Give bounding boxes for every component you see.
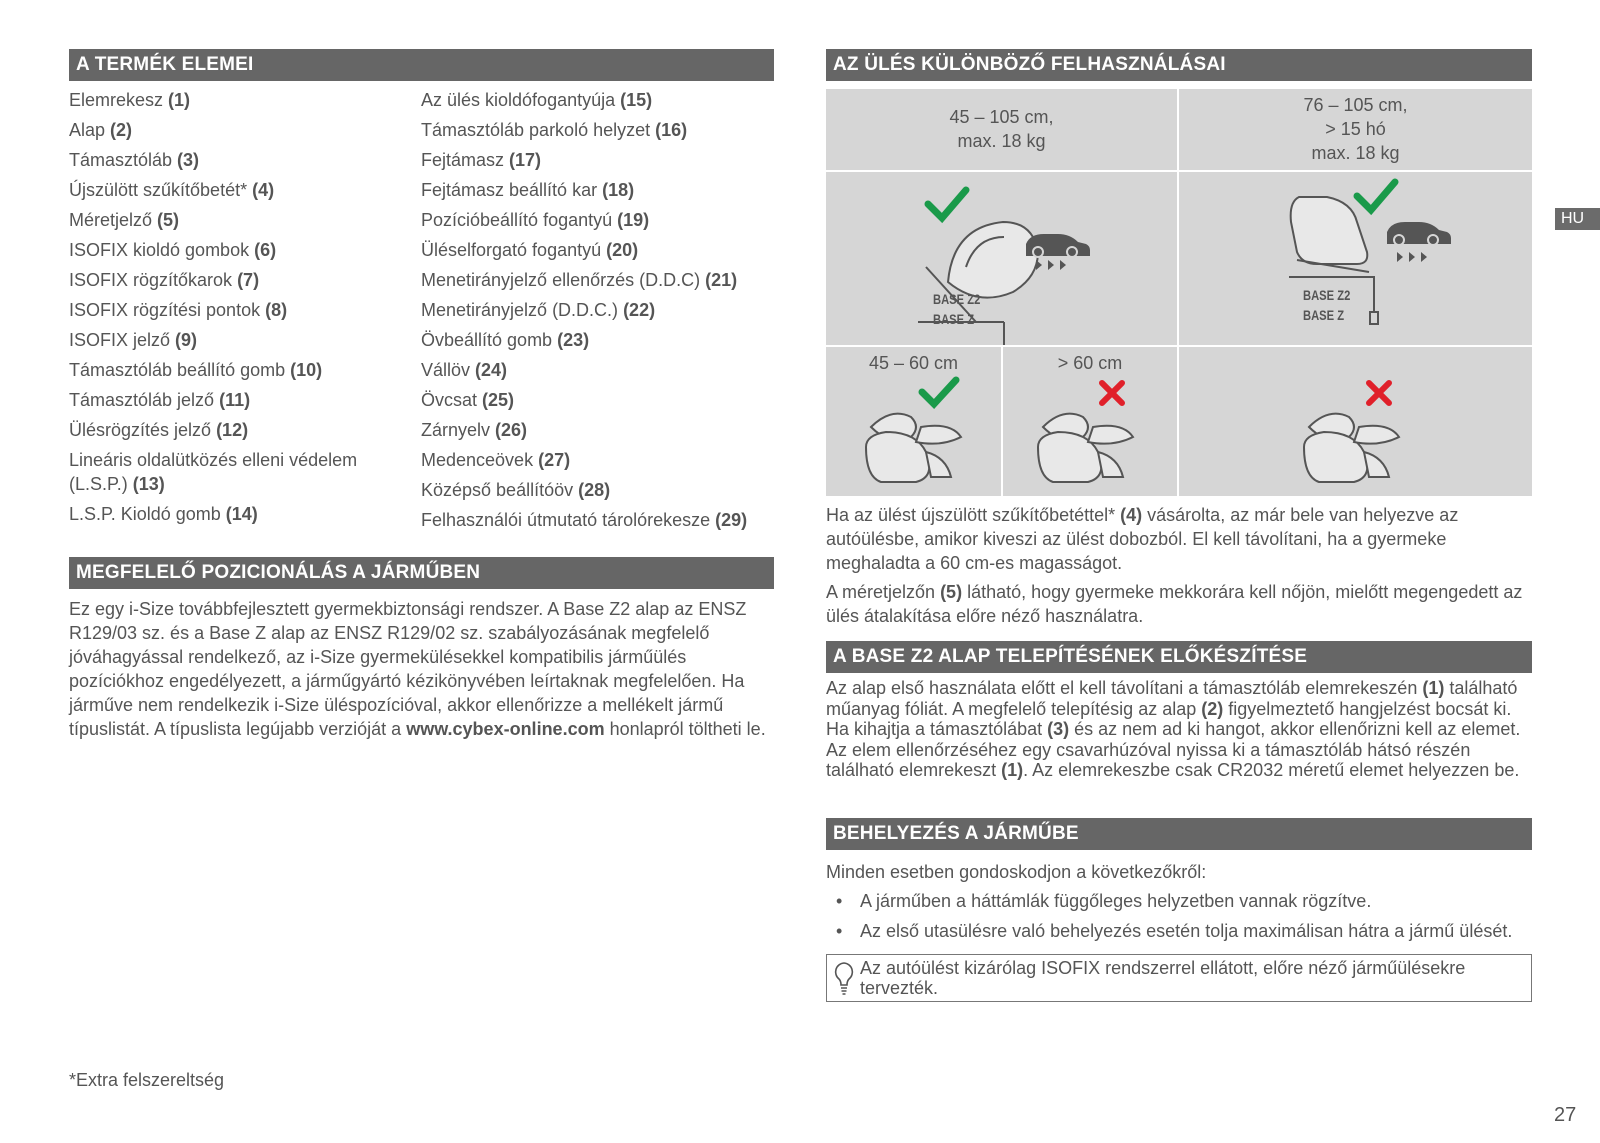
check-icon <box>928 190 966 218</box>
language-tab: HU <box>1555 208 1600 230</box>
seat-forward-facing-icon <box>1179 172 1532 345</box>
note-text: Az autóülést kizárólag ISOFIX rendszerrel ellátott, előre néző járműülésekre tervezték. <box>860 958 1466 998</box>
grid-cell-forward-insert <box>1179 347 1532 496</box>
section-header-installation: BEHELYEZÉS A JÁRMŰBE <box>826 818 1532 850</box>
car-icon <box>1026 234 1090 257</box>
list-item: Az ülés kioldófogantyúja (15) <box>421 90 653 110</box>
footnote: *Extra felszereltség <box>69 1070 225 1090</box>
arrows-icon <box>1036 260 1066 270</box>
info-note <box>826 954 1532 1002</box>
list-item: Menetirányjelző (D.D.C.) (22) <box>421 300 656 320</box>
grid-header-forward: 76 – 105 cm, > 15 hó max. 18 kg <box>1179 89 1532 170</box>
list-item: Alap (2) <box>69 120 133 140</box>
list-item: Fejtámasz beállító kar (18) <box>421 180 635 200</box>
grid-cell-rear-facing <box>826 172 1177 345</box>
grid-header-rear: 45 – 105 cm, max. 18 kg <box>826 89 1177 170</box>
cross-icon <box>1102 383 1122 403</box>
list-item: ISOFIX rögzítőkarok (7) <box>69 270 260 290</box>
list-item: Üléselforgató fogantyú (20) <box>421 240 639 260</box>
list-item: L.S.P. Kioldó gomb (14) <box>69 504 258 524</box>
website-link[interactable]: www.cybex-online.com <box>406 719 605 739</box>
list-item: Menetirányjelző ellenőrzés (D.D.C) (21) <box>421 270 738 290</box>
section-header-base-prep: A BASE Z2 ALAP TELEPÍTÉSÉNEK ELŐKÉSZÍTÉSE <box>826 641 1532 673</box>
section-header-seat-uses: AZ ÜLÉS KÜLÖNBÖZŐ FELHASZNÁLÁSAI <box>826 49 1532 81</box>
grid-cell-insert-over-60: > 60 cm <box>1003 347 1177 496</box>
list-item: Övbeállító gomb (23) <box>421 330 590 350</box>
list-item: Újszülött szűkítőbetét* (4) <box>69 180 275 200</box>
lightbulb-icon <box>832 960 856 996</box>
list-item: Elemrekesz (1) <box>69 90 191 110</box>
list-item: Vállöv (24) <box>421 360 508 380</box>
seat-rear-facing-icon <box>826 172 1177 345</box>
list-item: Ülésrögzítés jelző (12) <box>69 420 249 440</box>
list-item: Pozícióbeállító fogantyú (19) <box>421 210 650 230</box>
list-item: Középső beállítóöv (28) <box>421 480 611 500</box>
list-item: Méretjelző (5) <box>69 210 180 230</box>
base-label: BASE Z2 BASE Z <box>1303 287 1351 323</box>
size-indicator-text: A méretjelzőn (5) látható, hogy gyermeke mekkorára kell nőjön, mielőtt megengedett az ülés átalakítása előre néző használatra. <box>826 582 1523 626</box>
list-item: Támasztóláb (3) <box>69 150 200 170</box>
list-item: ISOFIX rögzítési pontok (8) <box>69 300 288 320</box>
list-item: Felhasználói útmutató tárolórekesze (29) <box>421 510 748 530</box>
cross-icon <box>1369 383 1389 403</box>
grid-cell-insert-45-60: 45 – 60 cm <box>826 347 1001 496</box>
list-item: Övcsat (25) <box>421 390 515 410</box>
check-icon <box>922 380 956 404</box>
list-item: Lineáris oldalütközés elleni védelem (L.S.P.) (13) <box>69 450 358 494</box>
list-item: Zárnyelv (26) <box>421 420 528 440</box>
installation-bullets <box>826 886 1512 946</box>
car-icon <box>1387 222 1451 245</box>
newborn-insert-icon <box>1003 347 1177 496</box>
list-item: Támasztóláb parkoló helyzet (16) <box>421 120 688 140</box>
list-item: Támasztóláb beállító gomb (10) <box>69 360 323 380</box>
newborn-insert-text: Ha az ülést újszülött szűkítőbetéttel* (4) vásárolta, az már bele van helyezve az autóülésbe, amikor kiveszi az ülést dobozból. El kell távolítani, ha a gyermeke meghaladta a 60 cm-es magasságot. <box>826 505 1459 573</box>
newborn-insert-icon <box>826 347 1001 496</box>
list-item: Fejtámasz (17) <box>421 150 542 170</box>
parts-list-col1 <box>69 85 399 529</box>
list-item: Támasztóláb jelző (11) <box>69 390 251 410</box>
list-item: ISOFIX kioldó gombok (6) <box>69 240 277 260</box>
check-icon <box>1357 182 1395 210</box>
positioning-text: Ez egy i-Size továbbfejlesztett gyermekbiztonsági rendszer. A Base Z2 alap az ENSZ R129/03 sz. és a Base Z alap az ENSZ R129/02 sz. szabályozásának megfelelő jóváhagyással rendelkező, az i-Size gyermekülésekkel kompatibilis járműülés pozíciókhoz engedélyezett, a járműgyártó kézikönyvében leírtaknak megfelelően. Ha járműve nem rendelkezik i-Size üléspozícióval, akkor ellenőrizze a mellékelt jármű típuslistát. A típuslista legújabb verzióját a www.cybex-online.com honlapról töltheti le. <box>69 599 766 739</box>
list-item: ISOFIX jelző (9) <box>69 330 198 350</box>
arrows-icon <box>1397 252 1427 262</box>
list-item: • A járműben a háttámlák függőleges helyzetben vannak rögzítve. <box>836 891 1372 911</box>
section-header-positioning: MEGFELELŐ POZICIONÁLÁS A JÁRMŰBEN <box>69 557 774 589</box>
list-item: • Az első utasülésre való behelyezés esetén tolja maximálisan hátra a jármű ülését. <box>836 921 1513 941</box>
base-prep-text: Az alap első használata előtt el kell távolítani a támasztóláb elemrekeszén (1) található műanyag fóliát. A megfelelő telepítésig az alap (2) figyelmeztető hangjelzést bocsát ki. Ha kihajtja a támasztólábat (3) és az nem ad ki hangot, akkor ellenőrizni kell az elemet. Az elem ellenőrzéséhez egy csavarhúzóval nyissa ki a támasztóláb hátsó részén található elemrekeszt (1). Az elemrekeszbe csak CR2032 méretű elemet helyezzen be. <box>826 678 1521 780</box>
base-label: BASE Z2 BASE Z <box>933 291 981 327</box>
section-header-product-parts: A TERMÉK ELEMEI <box>69 49 774 81</box>
grid-cell-forward-facing <box>1179 172 1532 345</box>
newborn-insert-icon <box>1179 347 1532 496</box>
page-number: 27 <box>1554 1104 1577 1126</box>
list-item: Medenceövek (27) <box>421 450 571 470</box>
usage-grid <box>826 89 1532 496</box>
installation-intro: Minden esetben gondoskodjon a következőkről: <box>826 862 1207 882</box>
parts-list-col2 <box>421 85 781 535</box>
